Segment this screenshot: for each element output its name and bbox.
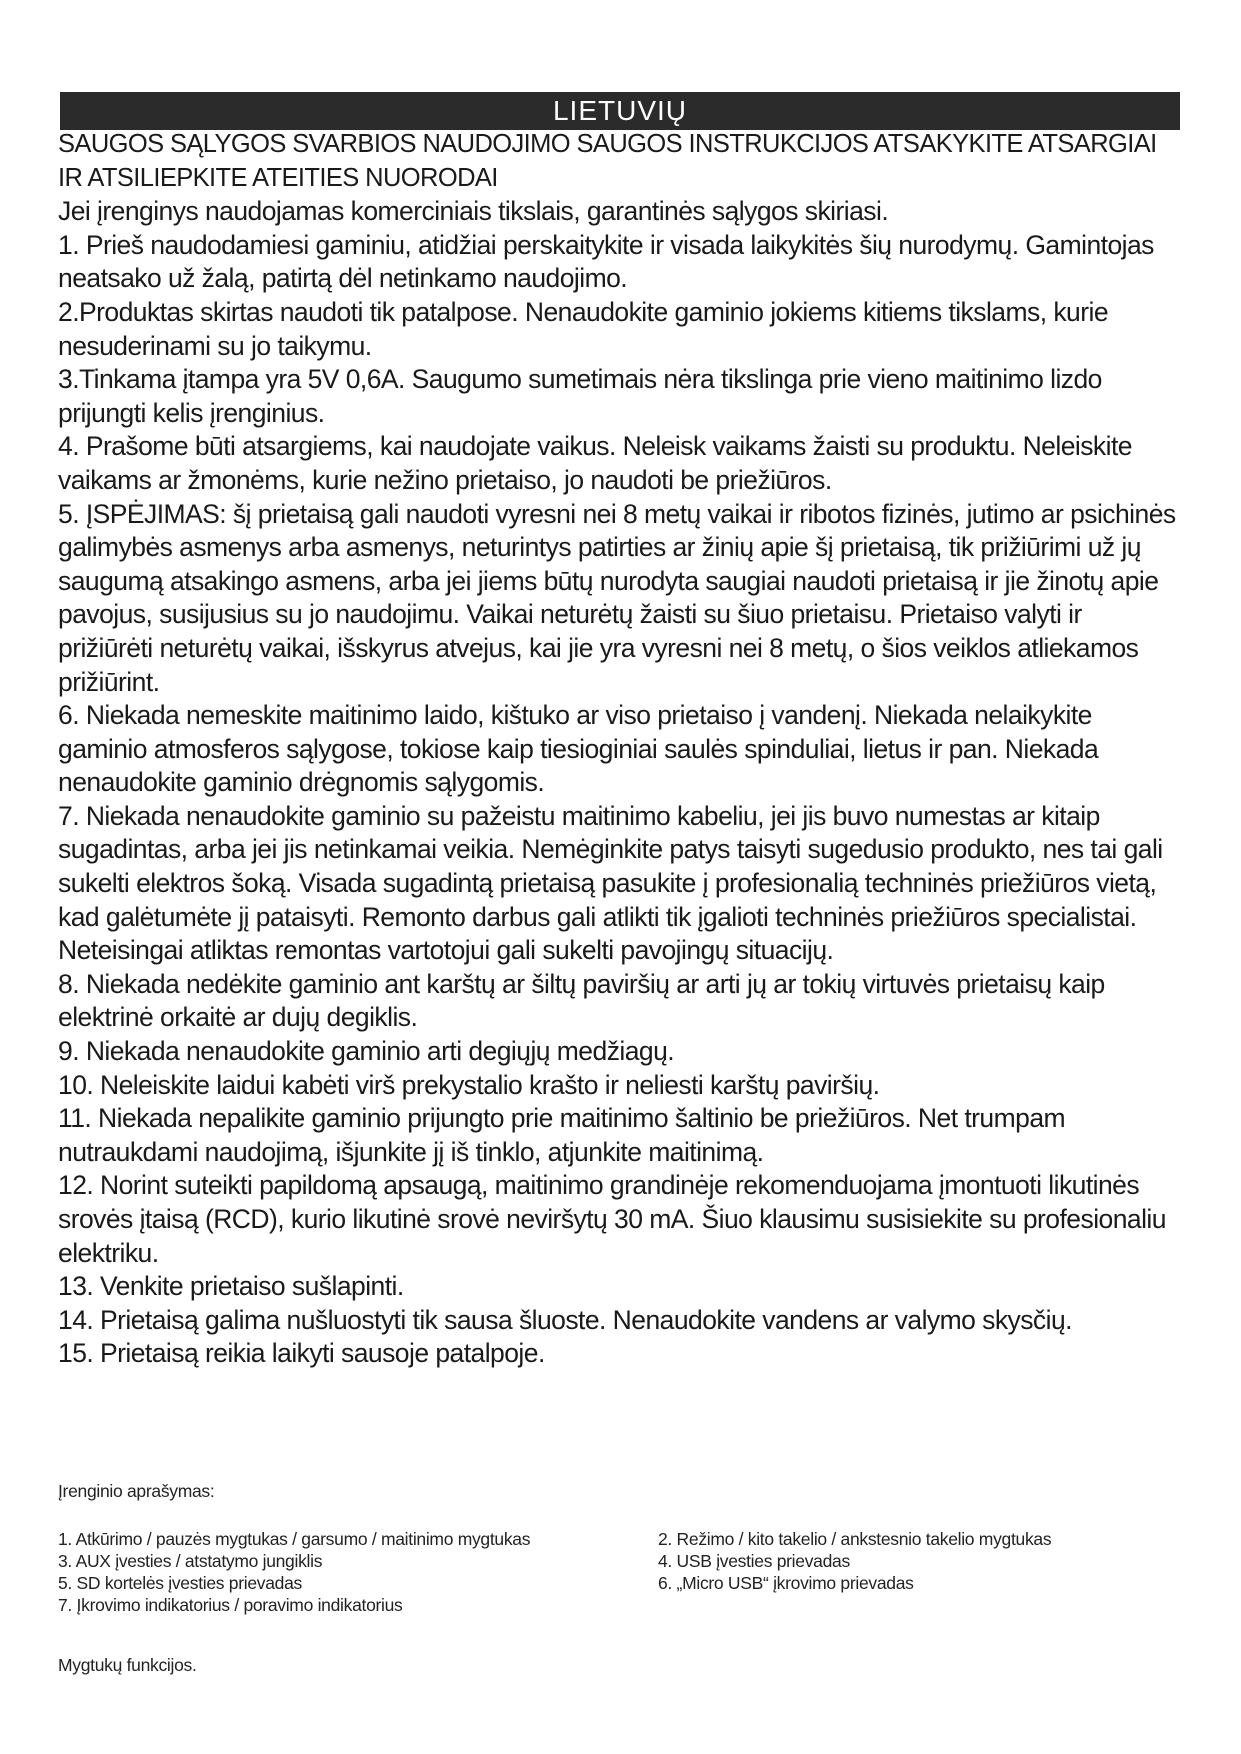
instruction-item: 13. Venkite prietaiso sušlapinti. bbox=[58, 1271, 404, 1302]
instruction-item: 8. Niekada nedėkite gaminio ant karštų ar šiltų paviršių ar arti jų ar tokių virtuvės prietaisų kaip elektrinė orkaitė ar dujų degiklis. bbox=[58, 968, 1105, 1033]
part-item: 1. Atkūrimo / pauzės mygtukas / garsumo / maitinimo mygtukas bbox=[58, 1529, 531, 1549]
instruction-item: 11. Niekada nepalikite gaminio prijungto prie maitinimo šaltinio be priežiūros. Net trumpam nutraukdami naudojimą, išjunkite jį iš tinklo, atjunkite maitinimą. bbox=[58, 1103, 1066, 1167]
safety-title: SAUGOS SĄLYGOS SVARBIOS NAUDOJIMO SAUGOS INSTRUKCIJOS ATSAKYKITE ATSARGIAI IR ATSILIEPKITE ATEITIES NUORODAI bbox=[58, 130, 1157, 192]
instruction-item: 2.Produktas skirtas naudoti tik patalpose. Nenaudokite gaminio jokiems kitiems tikslams, kurie nesuderinami su jo taikymu. bbox=[58, 296, 1109, 361]
parts-list bbox=[58, 1528, 1183, 1616]
intro-text: Jei įrenginys naudojamas komerciniais tikslais, garantinės sąlygos skiriasi. bbox=[58, 196, 889, 227]
instruction-item: 14. Prietaisą galima nušluostyti tik sausa šluoste. Nenaudokite vandens ar valymo skysčių. bbox=[58, 1304, 1072, 1335]
language-header-bar bbox=[60, 92, 1180, 130]
instruction-item: 4. Prašome būti atsargiems, kai naudojate vaikus. Neleisk vaikams žaisti su produktu. Neleiskite vaikams ar žmonėms, kurie nežino prietaiso, jo naudoti be priežiūros. bbox=[58, 431, 1132, 495]
part-item: 2. Režimo / kito takelio / ankstesnio takelio mygtukas bbox=[658, 1529, 1052, 1549]
instruction-item: 12. Norint suteikti papildomą apsaugą, maitinimo grandinėje rekomenduojama įmontuoti likutinės srovės įtaisą (RCD), kurio likutinė srovė neviršytų 30 mA. Šiuo klausimu susisiekite su profesionaliu elektriku. bbox=[58, 1170, 1166, 1268]
part-item: 4. USB įvesties prievadas bbox=[658, 1551, 850, 1571]
instruction-item: 6. Niekada nemeskite maitinimo laido, kištuko ar viso prietaiso į vandenį. Niekada nelaikykite gaminio atmosferos sąlygose, tokiose kaip tiesioginiai saulės spinduliai, lietus ir pan. Niekada nenaudokite gaminio drėgnomis sąlygomis. bbox=[58, 700, 1099, 798]
parts-column-right bbox=[658, 1528, 1183, 1616]
part-item: 3. AUX įvesties / atstatymo jungiklis bbox=[58, 1551, 323, 1571]
instruction-item: 5. ĮSPĖJIMAS: šį prietaisą gali naudoti vyresni nei 8 metų vaikai ir ribotos fizinės, jutimo ar psichinės galimybės asmenys arba asmenys, neturintys patirties ar žinių apie šį prietaisą, tik prižiūrimi už jų saugumą atsakingo asmens, arba jei jiems būtų nurodyta saugiai naudoti prietaisą ir jie žinotų apie pavojus, susijusius su jo naudojimu. Vaikai neturėtų žaisti su šiuo prietaisu. Prietaiso valyti ir prižiūrėti neturėtų vaikai, išskyrus atvejus, kai jie yra vyresni nei 8 metų, o šios veiklos atliekamos prižiūrint. bbox=[58, 498, 1176, 697]
instruction-item: 15. Prietaisą reikia laikyti sausoje patalpoje. bbox=[58, 1338, 545, 1369]
part-item: 6. „Micro USB“ įkrovimo prievadas bbox=[658, 1573, 914, 1593]
button-functions-heading: Mygtukų funkcijos. bbox=[58, 1655, 197, 1675]
instruction-item: 10. Neleiskite laidui kabėti virš prekystalio krašto ir neliesti karštų paviršių. bbox=[58, 1069, 880, 1100]
parts-column-left bbox=[58, 1528, 658, 1616]
instruction-item: 7. Niekada nenaudokite gaminio su pažeistu maitinimo kabeliu, jei jis buvo numestas ar kitaip sugadintas, arba jei jis netinkamai veikia. Nemėginkite patys taisyti sugedusio produkto, nes tai gali sukelti elektros šoką. Visada sugadintą prietaisą pasukite į profesionalią techninės priežiūros vietą, kad galėtumėte jį pataisyti. Remonto darbus gali atlikti tik įgalioti techninės priežiūros specialistai. Neteisingai atliktas remontas vartotojui gali sukelti pavojingų situacijų. bbox=[58, 800, 1163, 966]
language-label: LIETUVIŲ bbox=[552, 95, 688, 126]
part-item: 7. Įkrovimo indikatorius / poravimo indikatorius bbox=[58, 1595, 403, 1615]
safety-instructions bbox=[58, 128, 1183, 1371]
device-description-heading: Įrenginio aprašymas: bbox=[58, 1481, 215, 1501]
device-description-section bbox=[58, 1480, 1183, 1676]
instruction-item: 9. Niekada nenaudokite gaminio arti degiųjų medžiagų. bbox=[58, 1036, 675, 1067]
part-item: 5. SD kortelės įvesties prievadas bbox=[58, 1573, 302, 1593]
instruction-item: 3.Tinkama įtampa yra 5V 0,6A. Saugumo sumetimais nėra tikslinga prie vieno maitinimo lizdo prijungti kelis įrenginius. bbox=[58, 364, 1102, 428]
instruction-item: 1. Prieš naudodamiesi gaminiu, atidžiai perskaitykite ir visada laikykitės šių nurodymų. Gamintojas neatsako už žalą, patirtą dėl netinkamo naudojimo. bbox=[58, 229, 1154, 294]
